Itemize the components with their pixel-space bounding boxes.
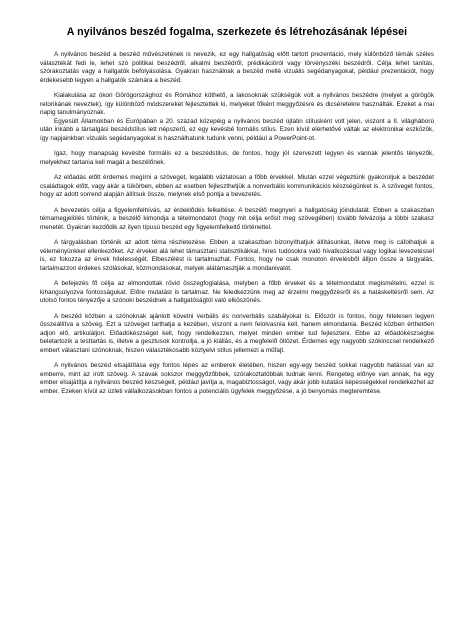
paragraph-origin: Kialakulása az ókori Görögországhoz és Rómához köthető, a lakosoknak szükségük volt a nyilvános beszédre (melyet a görögök retorikának neveztek), így különböző módszereket fejlesztettek ki, melyeket főként meggyőzésre és dicséretekre használták. Ezeket a mai napig tanulmányoznak. <box>40 92 434 116</box>
paragraph-delivery: A beszéd közben a szónoknak ajánlott követni verbális és nonverbális szabályokat is. Először is fontos, hogy hitelesen legyen összeállítva a szöveg. Ezt a szöveget tarthatja a kezében, viszont a nem felolvasnia kell, hanem elmondania. Beszéd közben érthetően adjon elő, artikuláljon. Előadókészséget kell, hogy rendelkezzen, melyet minden ember tud fejleszteni. Ebbe az előadókészségbe beletartozik a testtartás is, illetve a gesztusok kontrollja, a jó kiállás, és a megfelelő öltözet. Érdemes egy nagyobb szókinccsel rendelkező embert választani szónoknak, hiszen választékosabb közlyelvi stílus jellemezi a műfajt. <box>40 312 434 354</box>
paragraph-introduction: A bevezetés célja a figyelemfelhívás, az érdeklődés felkeltése. A beszélő megnyeri a hallgatóság jóindulatát. Ebben a szakaszban témamegjelölés történik, a beszélő kimondja a tételmondatot (hogy mit célja erősít meg szövegében) tovább felvázolja a többi szakasz menetét. Gyakran kezdődik az ilyen típusú beszéd egy figyelemfelkeltő történettel. <box>40 206 434 231</box>
paragraph-structure-intro: Igaz, hogy manapság kevésbé formális ez a beszédstílus, de fontos, hogy jól szervezett legyen és vannak jelentős tényezők, melyekhez tartania kell magát a beszélőnek. <box>40 150 434 166</box>
paragraph-history: Egyesült Államokban és Európában a 20. század közepéig a nyilvános beszéd újtatin stílusként volt jelen, viszont a II. világháború után inkább a társalgási beszédstílus lett népszerű, ez egy kevésbé formális stílus. Ezen kívül elérhetővé váltak az elektronikai eszközök, így napjainkban vizuális segédanyagokat is használhatunk tudunk venni, például a PowerPoint-ot. <box>40 117 434 142</box>
document-title: A nyilvános beszéd fogalma, szerkezete és létrehozásának lépései <box>66 26 408 38</box>
paragraph-definition: A nyilvános beszéd a beszéd művészetének is nevezik, ez egy hallgatóság előtt tartott prezentáció, mely különböző témák széles választékát fedi le, lehet szó politikai beszédről, alkalmi beszédről, prédikációról vagy törvényszéki beszédről. Célja lehet tanítás, szórakoztatás vagy a hallgatók befolyásolása. Gyakran használnak a beszéd mellé vizuális segédanyagokat, például prezentációt, hogy érdekesebb legyen a hallgatók számára a beszéd. <box>40 51 434 84</box>
paragraph-preparation: Az előadás előtt érdemes megírni a szöveget, legalább vázlatosan a főbb érvekkel. Miután ezzel végeztünk gyakoroljuk a beszédet családtagok előtt, vagy akár a tükörben, ebben az esetben fejleszthetjük a nonverbális kommunikációs készségünket is. A szöveget fontos, hogy az adott sorrend alapján állítsuk össze, melynek első pontja a bevezetés. <box>40 174 434 198</box>
paragraph-body: A tárgyalásban történik az adott téma részletezése. Ebben a szakaszban bizonyíthatjuk állításunkat, illetve meg is cáfolhatjuk a véleményünkkel ellenkezőket. Az érveket alá lehet támasztani statisztikákkal, híres tudósokra való hivatkozással vagy logikai levezetéssel is, ez fokozza az érvek hitelességét. Elbeszélést is tartalmazhat. Fontos, hogy ne csak monoton érvelésből álljon össze a tárgyalás, tartalmazzon érdekes szólásokat, közmondásokat, melyek alátámasztják a mondanivalót. <box>40 239 434 272</box>
paragraph-importance: A nyilvános beszéd elsajátítása egy fontos lépés az emberek életében, hiszen egy-egy beszéd sokkal nagyobb hatással van az emberre, mint az írott szöveg. A szavak sokszor meggyőzőbbek, szórakoztatóbbak tudnak lenni. Rengeteg előnye van annak, ha egy ember elsajátítja a nyilvános beszéd készségeit, például javítja a, magabiztosságot, vagy akár jobb kutatási képességekkel rendelkezhet az ember. Ezeken kívül az üzleti vállalkozásokban fontos a potenciális ügyfelek meggyőzése, a jó benyomás megteremtése. <box>40 362 434 395</box>
paragraph-conclusion: A befejezés fő célja az elmondottak rövid összegfoglalása, melyben a főbb érveket és a tételmondatot megismételni, ezzel is kihangsúlyozva fontosságukat. Előre mutatást is tartalmaz. Ne feledkezzünk meg az érzelmi meggyőzésről és a hatáskeltésről sem. Az utolsó fontos tényezője a szónoki beszédnek a hallgatóságtól való elköszönés. <box>40 280 434 304</box>
